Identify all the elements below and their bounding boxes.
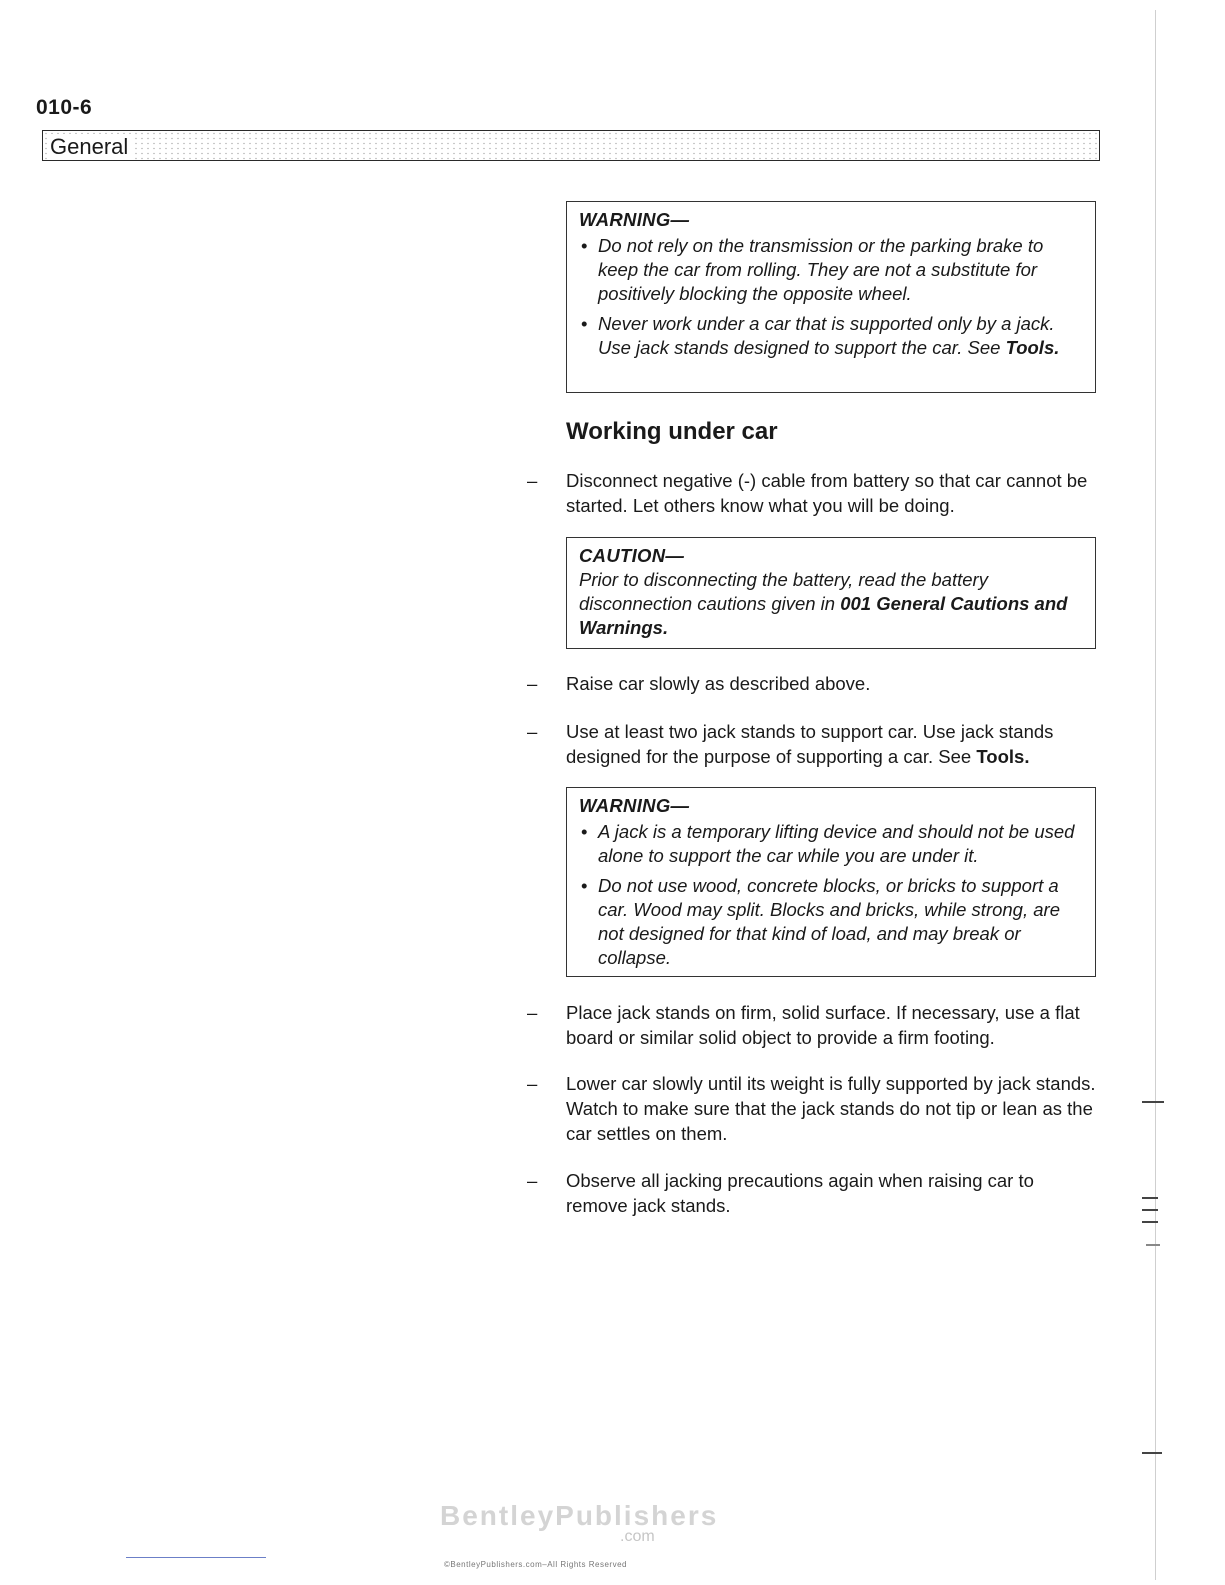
caution-text	[579, 568, 1085, 640]
copyright-notice: ©BentleyPublishers.com–All Rights Reserved	[444, 1560, 627, 1569]
publisher-watermark: BentleyPublishers	[440, 1500, 719, 1531]
step-text: Place jack stands on firm, solid surface. If necessary, use a flat board or similar solid object to provide a firm footing.	[566, 1002, 1080, 1048]
warning-list	[579, 234, 1085, 360]
warning-item-text: Never work under a car that is supported only by a jack. Use jack stands designed to support the car. See	[598, 313, 1055, 358]
section-header-bar	[42, 130, 1100, 161]
margin-tick	[1142, 1101, 1164, 1103]
step-text	[566, 719, 1096, 769]
warning-item: • A jack is a temporary lifting device and should not be used alone to support the car while you are under it.	[579, 820, 1085, 868]
margin-tick	[1146, 1244, 1160, 1246]
warning-item: • Do not use wood, concrete blocks, or bricks to support a car. Wood may split. Blocks and bricks, while strong, are not designed for that kind of load, and may break or collapse.	[579, 874, 1085, 970]
publisher-watermark-suffix: .com	[620, 1528, 655, 1545]
warning-list	[579, 820, 1085, 970]
tools-reference-link[interactable]: Tools.	[976, 746, 1030, 767]
warning-title: WARNING—	[579, 795, 690, 816]
margin-edge-line	[1155, 10, 1156, 1580]
step-dash: –	[527, 721, 538, 742]
margin-tick	[1142, 1452, 1162, 1454]
step-text-body: Use at least two jack stands to support car. Use jack stands designed for the purpose of supporting a car. See	[566, 721, 1054, 767]
tools-reference-link[interactable]: Tools.	[1005, 337, 1060, 358]
warning-title: WARNING—	[579, 209, 690, 230]
footer-link-underline	[126, 1557, 266, 1558]
warning-item: • Do not rely on the transmission or the parking brake to keep the car from rolling. They are not a substitute for positively blocking the opposite wheel.	[579, 234, 1085, 306]
margin-edge-marks	[1140, 0, 1190, 1585]
margin-tick	[1142, 1197, 1158, 1199]
step-dash: –	[527, 470, 538, 491]
step-dash: –	[527, 1073, 538, 1094]
caution-box	[566, 537, 1096, 649]
step-dash: –	[527, 1170, 538, 1191]
section-title: General	[50, 134, 134, 160]
step-dash: –	[527, 1002, 538, 1023]
step-dash: –	[527, 673, 538, 694]
caution-title: CAUTION—	[579, 545, 685, 566]
step-text: Raise car slowly as described above.	[566, 673, 871, 694]
step-text: Disconnect negative (-) cable from battery so that car cannot be started. Let others know what you will be doing.	[566, 470, 1088, 516]
section-heading: Working under car	[566, 418, 778, 445]
step-text: Lower car slowly until its weight is fully supported by jack stands. Watch to make sure that the jack stands do not tip or lean as the car settles on them.	[566, 1073, 1096, 1144]
page-number: 010-6	[36, 96, 93, 119]
step-text: Observe all jacking precautions again when raising car to remove jack stands.	[566, 1170, 1034, 1216]
warning-item	[579, 312, 1085, 360]
margin-tick	[1142, 1221, 1158, 1223]
caution-text-body: Prior to disconnecting the battery, read the battery disconnection cautions given in	[579, 569, 988, 614]
warning-box-jack-stands	[566, 787, 1096, 977]
cautions-reference-link[interactable]: 001 General Cautions and Warnings.	[579, 593, 1068, 638]
warning-box-rolling	[566, 201, 1096, 393]
margin-tick	[1142, 1209, 1158, 1211]
